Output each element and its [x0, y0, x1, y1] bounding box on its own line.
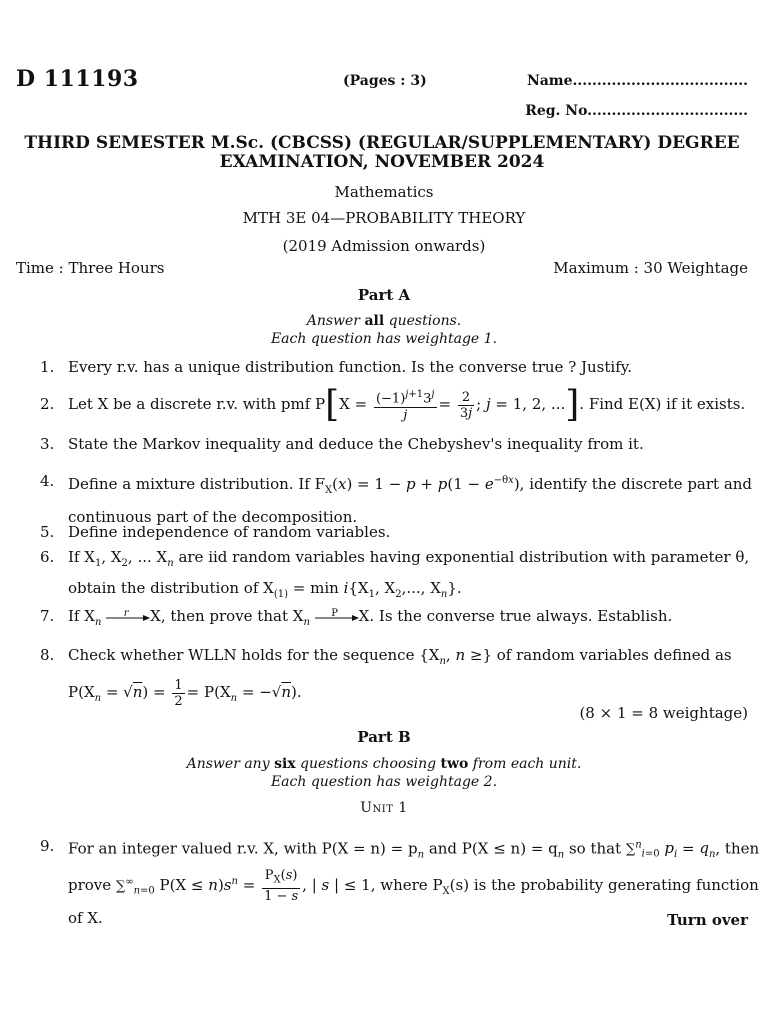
convergence-r-arrow: r	[106, 610, 150, 624]
time-allowed: Time : Three Hours	[16, 259, 165, 277]
part-b-weightage-note: Each question has weightage 2.	[270, 774, 498, 790]
maximum-weightage: Maximum : 30 Weightage	[553, 259, 748, 277]
part-a-weightage-note: Each question has weightage 1.	[270, 331, 498, 347]
question-7: 7. If $X_n$ r X, then prove that $X_n$ P X. Is the converse true always. Establish.	[40, 607, 673, 628]
unit-heading: Unit 1	[360, 800, 408, 816]
convergence-p-arrow: P	[315, 610, 359, 624]
question-8: 8. Check whether WLLN holds for the sequence {$X_n$, n ≥} of random variables defined as $P(X_n = √n)$ = $\frac{1}{2}$ = $P(X_n = -√n)$.	[40, 646, 732, 709]
question-2: 2. Let X be a discrete r.v. with pmf P[X = $\frac{(-1)^{j+1}3^j}{j}$ = $\frac{2}{3j}$ ; j = 1, 2, ...]. Find E(X) if it exists.	[40, 384, 746, 425]
admission-note: (2019 Admission onwards)	[282, 237, 486, 255]
question-5: 5. Define independence of random variables.	[40, 523, 391, 541]
page-count: (Pages : 3)	[343, 73, 427, 89]
part-a-instruction: Answer all questions.	[306, 313, 462, 329]
part-b-instruction: Answer any six questions choosing two from each unit.	[186, 756, 582, 772]
name-field-label: Name....................................	[526, 73, 748, 89]
part-a-total-weightage: (8 × 1 = 8 weightage)	[579, 704, 748, 722]
question-6: 6. If $X_1$, $X_2$, ... $X_n$ are iid random variables having exponential distribution with parameter θ, obtain the distribution of $X_{(1)} = \min i\{X_1$, $X_2$,..., $X_n$}.	[40, 548, 750, 600]
part-b-heading: Part B	[357, 728, 411, 746]
part-a-heading: Part A	[357, 286, 411, 304]
turn-over-note: Turn over	[667, 911, 748, 929]
reg-no-field-label: Reg. No.................................	[525, 103, 748, 119]
paper-title: MTH 3E 04—PROBABILITY THEORY	[242, 209, 526, 227]
paper-code: D 111193	[16, 66, 139, 92]
question-3: 3. State the Markov inequality and deduce the Chebyshev's inequality from it.	[40, 435, 644, 453]
question-9: 9. For an integer valued r.v. X, with $P(X = n) = p_n$ and $P(X \le n) = q_n$ so that ∑$^n_{i=0}$ $p_i = q_n$, then prove $\sum^\infty_{n=0}$ $P(X \le n)s^n$ = $\frac{P_X(s)}{1 - s}$ , | s | ≤ 1, where $P_X(s)$ is the probability generating function of X.	[40, 837, 760, 928]
exam-title: THIRD SEMESTER M.Sc. (CBCSS) (REGULAR/SUPPLEMENTARY) DEGREE EXAMINATION, NOVEMBER 2024	[24, 133, 740, 172]
question-1: 1. Every r.v. has a unique distribution function. Is the converse true ? Justify.	[40, 358, 633, 376]
question-4: 4. Define a mixture distribution. If $F_X(x) = 1 - p + p(1 - e^{-\theta x})$, identify the discrete part and continuous part of the decomposition.	[40, 472, 753, 526]
subject: Mathematics	[334, 183, 434, 201]
